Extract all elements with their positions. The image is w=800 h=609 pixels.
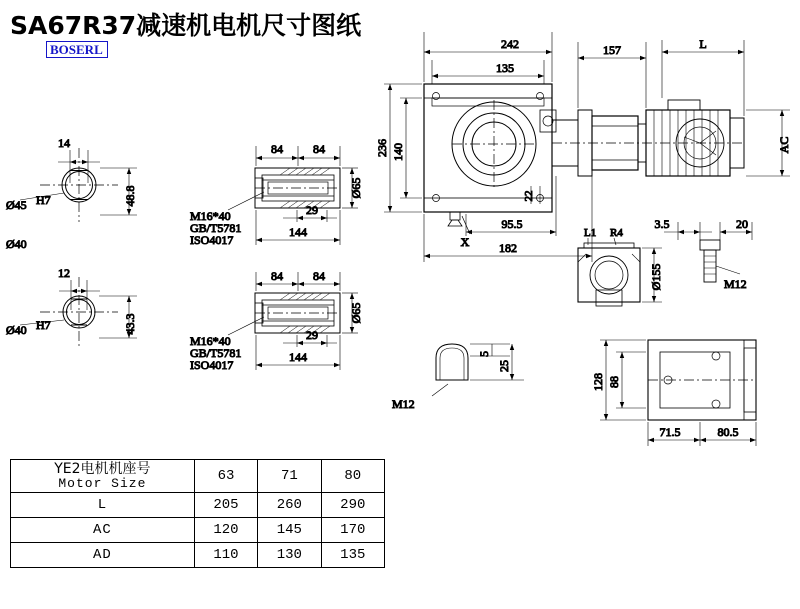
svg-text:84: 84 <box>271 142 283 156</box>
svg-text:R4: R4 <box>610 227 623 239</box>
row-label-AC: AC <box>11 518 195 543</box>
svg-text:Ø40: Ø40 <box>6 237 27 251</box>
cell-AC-63: 120 <box>194 518 257 543</box>
svg-text:43.3: 43.3 <box>123 313 137 335</box>
svg-text:12: 12 <box>58 266 70 280</box>
svg-text:AC: AC <box>777 136 791 154</box>
table-col-header-2: 80 <box>321 460 384 493</box>
svg-text:5: 5 <box>477 351 491 357</box>
svg-text:GB/T5781: GB/T5781 <box>190 346 242 360</box>
table-col-header-1: 71 <box>258 460 321 493</box>
cell-AD-80: 135 <box>321 543 384 568</box>
svg-text:88: 88 <box>607 376 621 388</box>
svg-text:ISO4017: ISO4017 <box>190 358 234 372</box>
motor-size-table <box>10 459 385 568</box>
table-row <box>11 543 385 568</box>
svg-text:Ø155: Ø155 <box>649 263 663 291</box>
svg-text:H7: H7 <box>36 318 51 332</box>
table-row <box>11 493 385 518</box>
svg-text:L1: L1 <box>584 227 597 239</box>
svg-text:135: 135 <box>496 61 514 75</box>
svg-text:29: 29 <box>306 328 318 342</box>
svg-text:22: 22 <box>523 190 535 202</box>
svg-text:Ø40: Ø40 <box>6 323 27 337</box>
svg-text:25: 25 <box>497 360 511 372</box>
svg-text:128: 128 <box>591 373 605 391</box>
svg-text:3.5: 3.5 <box>654 217 670 231</box>
svg-text:144: 144 <box>289 225 307 239</box>
table-header-label-en: Motor Size <box>58 475 147 491</box>
svg-text:84: 84 <box>313 142 325 156</box>
cell-AD-63: 110 <box>194 543 257 568</box>
svg-text:Ø45: Ø45 <box>6 198 27 212</box>
svg-text:Ø65: Ø65 <box>349 302 363 324</box>
svg-text:ISO4017: ISO4017 <box>190 233 234 247</box>
svg-text:71.5: 71.5 <box>659 425 681 439</box>
svg-text:L: L <box>699 37 707 51</box>
svg-text:95.5: 95.5 <box>501 217 523 231</box>
svg-text:80.5: 80.5 <box>717 425 739 439</box>
row-label-AD: AD <box>11 543 195 568</box>
svg-text:144: 144 <box>289 350 307 364</box>
svg-text:48.8: 48.8 <box>123 185 137 207</box>
cell-AC-80: 170 <box>321 518 384 543</box>
cell-AC-71: 145 <box>258 518 321 543</box>
table-header-row <box>11 460 385 493</box>
svg-text:242: 242 <box>501 37 519 51</box>
table-header-label <box>11 460 195 493</box>
svg-text:182: 182 <box>499 241 517 255</box>
svg-text:140: 140 <box>391 143 405 161</box>
svg-text:29: 29 <box>306 203 318 217</box>
cell-L-63: 205 <box>194 493 257 518</box>
svg-text:M12: M12 <box>392 397 415 411</box>
page-title: SA67R37减速机电机尺寸图纸 <box>10 11 362 40</box>
svg-text:GB/T5781: GB/T5781 <box>190 221 242 235</box>
svg-text:14: 14 <box>58 136 70 150</box>
brand-logo: BOSERL <box>46 41 108 58</box>
cell-AD-71: 130 <box>258 543 321 568</box>
cell-L-71: 260 <box>258 493 321 518</box>
svg-text:157: 157 <box>603 43 621 57</box>
svg-text:X: X <box>460 235 470 249</box>
cell-L-80: 290 <box>321 493 384 518</box>
svg-text:20: 20 <box>736 217 748 231</box>
svg-text:236: 236 <box>375 139 389 157</box>
svg-text:84: 84 <box>313 269 325 283</box>
row-label-L: L <box>11 493 195 518</box>
table-header-label-cn: YE2电机机座号 <box>54 461 151 477</box>
svg-text:H7: H7 <box>36 193 51 207</box>
svg-text:M16*40: M16*40 <box>190 334 231 348</box>
svg-text:Ø65: Ø65 <box>349 177 363 199</box>
table-row <box>11 518 385 543</box>
svg-text:84: 84 <box>271 269 283 283</box>
svg-text:M16*40: M16*40 <box>190 209 231 223</box>
table-col-header-0: 63 <box>194 460 257 493</box>
svg-text:M12: M12 <box>724 277 747 291</box>
